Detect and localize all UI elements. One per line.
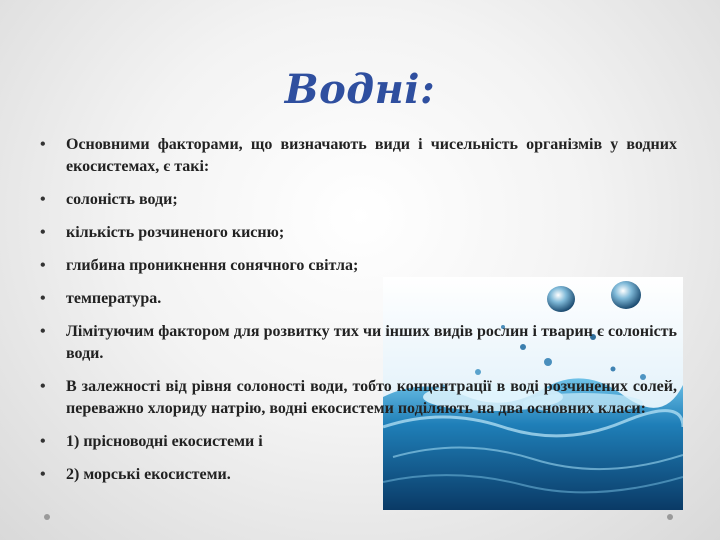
bullet-item bbox=[36, 376, 677, 420]
bullet-icon: • bbox=[40, 378, 46, 395]
bullet-text: глибина проникнення сонячного світла; bbox=[66, 257, 359, 274]
bullet-item bbox=[36, 222, 677, 244]
bullet-text: Лімітуючим фактором для розвитку тих чи інших видів рослин і тварин є солоність води. bbox=[66, 323, 677, 362]
bullet-item bbox=[36, 189, 677, 211]
corner-dot-icon bbox=[667, 514, 673, 520]
bullet-icon: • bbox=[40, 224, 46, 241]
bullet-text: В залежності від рівня солоності води, тобто концентрації в воді розчинених солей, переважно хлориду натрію, водні екосистеми поділяють на два основних класи: bbox=[66, 378, 677, 417]
bullet-item bbox=[36, 431, 677, 453]
bullet-icon: • bbox=[40, 257, 46, 274]
bullet-list bbox=[36, 134, 677, 497]
bullet-text: Основними факторами, що визначають види і чисельність організмів у водних екосистемах, є такі: bbox=[66, 136, 677, 175]
bullet-item bbox=[36, 255, 677, 277]
bullet-text: 1) прісноводні екосистеми і bbox=[66, 433, 263, 450]
corner-dot-icon bbox=[44, 514, 50, 520]
slide-title: Водні: bbox=[284, 66, 436, 113]
bullet-item bbox=[36, 134, 677, 178]
bullet-text: солоність води; bbox=[66, 191, 178, 208]
bullet-icon: • bbox=[40, 136, 46, 153]
bullet-text: 2) морські екосистеми. bbox=[66, 466, 231, 483]
bullet-item bbox=[36, 464, 677, 486]
bullet-icon: • bbox=[40, 466, 46, 483]
bullet-icon: • bbox=[40, 323, 46, 340]
bullet-icon: • bbox=[40, 191, 46, 208]
bullet-icon: • bbox=[40, 433, 46, 450]
bullet-icon: • bbox=[40, 290, 46, 307]
bullet-text: кількість розчиненого кисню; bbox=[66, 224, 285, 241]
bullet-item bbox=[36, 288, 677, 310]
bullet-item bbox=[36, 321, 677, 365]
bullet-text: температура. bbox=[66, 290, 162, 307]
